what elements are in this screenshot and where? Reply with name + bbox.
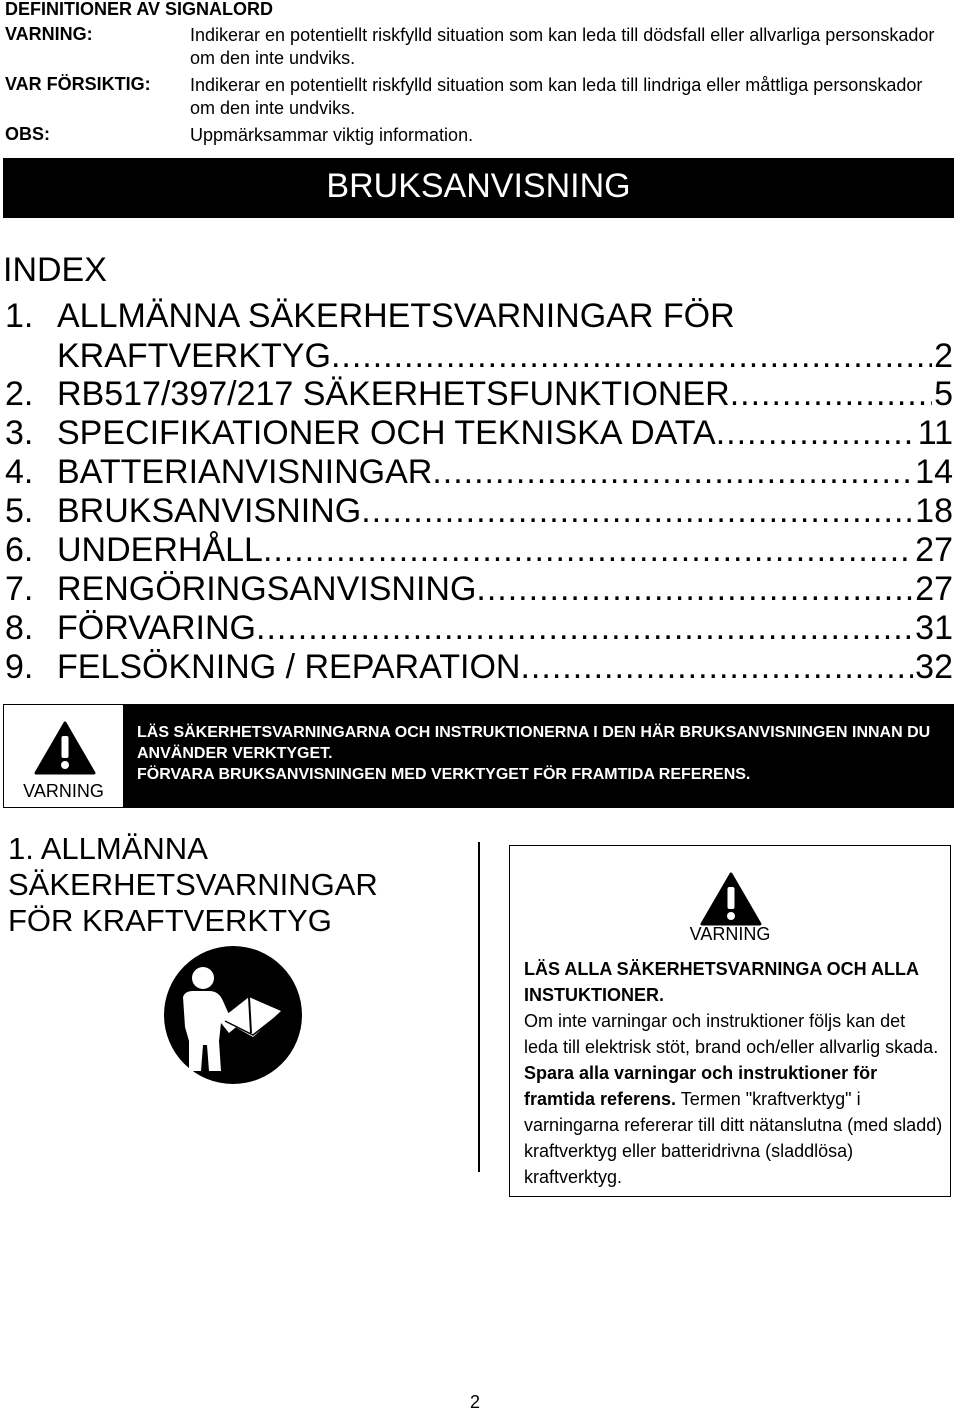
toc-leader-dots <box>331 337 932 376</box>
toc-entry-number: 6. <box>5 531 34 569</box>
toc-entry-1-continued[interactable] <box>57 337 953 376</box>
toc-entry-1[interactable] <box>5 297 953 336</box>
toc-leader-dots <box>476 570 913 609</box>
toc-entry-6[interactable] <box>5 531 953 570</box>
toc-entry-label: UNDERHÅLL <box>57 531 263 569</box>
toc-entry-number: 8. <box>5 609 34 647</box>
toc-leader-dots <box>256 609 913 648</box>
toc-entry-label: BATTERIANVISNINGAR <box>57 453 433 491</box>
toc-entry-number: 7. <box>5 570 34 608</box>
def-text-varning: Indikerar en potentiellt riskfylld situation som kan leda till dödsfall eller allvarliga personskador om den inte undviks. <box>190 25 935 68</box>
toc-entry-label: FÖRVARING <box>57 609 256 647</box>
warning-triangle-icon <box>34 721 96 775</box>
warning-bar-label: VARNING <box>23 781 104 801</box>
toc-entry-7[interactable] <box>5 570 953 609</box>
toc-entry-label: SPECIFIKATIONER OCH TEKNISKA DATA <box>57 414 716 452</box>
toc-entry-9[interactable] <box>5 648 953 687</box>
toc-entry-label: ALLMÄNNA SÄKERHETSVARNINGAR FÖR <box>57 297 735 335</box>
toc-leader-dots <box>361 492 913 531</box>
warning-box-paragraph <box>524 1008 944 1190</box>
toc-entry-page: 27 <box>915 531 953 569</box>
toc-entry-4[interactable] <box>5 453 953 492</box>
toc-entry-page: 27 <box>915 570 953 608</box>
toc-entry-2[interactable] <box>5 375 953 414</box>
toc-entry-number: 5. <box>5 492 34 530</box>
warning-box-text <box>524 956 944 1190</box>
def-term-varning: VARNING: <box>5 24 93 44</box>
toc-entry-page: 5 <box>934 375 953 413</box>
warning-box-heading: LÄS ALLA SÄKERHETSVARNINGA OCH ALLA INSTUKTIONER. <box>524 959 919 1005</box>
toc-entry-number: 3. <box>5 414 34 452</box>
toc-leader-dots <box>716 414 916 453</box>
toc-entry-5[interactable] <box>5 492 953 531</box>
toc-entry-3[interactable] <box>5 414 953 453</box>
toc-leader-dots <box>520 648 913 687</box>
warning-bar-line-2: FÖRVARA BRUKSANVISNINGEN MED VERKTYGET FÖR FRAMTIDA REFERENS. <box>137 766 751 783</box>
toc-entry-page: 14 <box>915 453 953 491</box>
toc-entry-number: 4. <box>5 453 34 491</box>
definitions-title: DEFINITIONER AV SIGNALORD <box>5 0 274 19</box>
toc-entry-page: 18 <box>915 492 953 530</box>
warning-bar-line-1: LÄS SÄKERHETSVARNINGARNA OCH INSTRUKTIONERNA I DEN HÄR BRUKSANVISNINGEN INNAN DU ANVÄNDER VERKTYGET. <box>137 724 931 762</box>
toc-entry-number: 9. <box>5 648 34 686</box>
def-text-var-forsiktig: Indikerar en potentiellt riskfylld situation som kan leda till lindriga eller måttliga personskador om den inte undviks. <box>190 75 923 118</box>
read-manual-icon <box>163 945 303 1085</box>
toc-entry-label: BRUKSANVISNING <box>57 492 362 530</box>
warning-bar-label-box <box>3 704 124 808</box>
banner-bruksanvisning: BRUKSANVISNING <box>3 158 954 218</box>
toc-entry-page: 32 <box>915 648 953 686</box>
toc-entry-page: 31 <box>915 609 953 647</box>
toc-entry-8[interactable] <box>5 609 953 648</box>
toc-entry-number: 1. <box>5 297 34 335</box>
page-number: 2 <box>470 1392 481 1412</box>
toc-entry-label: RB517/397/217 SÄKERHETSFUNKTIONER <box>57 375 730 413</box>
section-title: 1. ALLMÄNNA SÄKERHETSVARNINGAR FÖR KRAFTVERKTYG <box>8 831 378 938</box>
toc-entry-page: 11 <box>917 414 953 452</box>
def-term-obs: OBS: <box>5 124 50 144</box>
def-text-obs: Uppmärksammar viktig information. <box>190 125 474 145</box>
toc-entry-page: 2 <box>934 337 953 375</box>
warning-box-bold: Spara alla varningar och instruktioner för framtida referens. <box>524 1063 878 1109</box>
index-title: INDEX <box>3 251 107 289</box>
toc-entry-label: RENGÖRINGSANVISNING <box>57 570 477 608</box>
def-term-var-forsiktig: VAR FÖRSIKTIG: <box>5 74 151 94</box>
warning-box-label: VARNING <box>689 924 771 944</box>
toc-entry-number: 2. <box>5 375 34 413</box>
warning-box-body-2: Termen "kraftverktyg" i varningarna refererar till ditt nätanslutna (med sladd) kraftverktyg eller batteridrivna (sladdlösa) kraftverktyg. <box>524 1089 943 1187</box>
warning-bar-text <box>137 722 952 785</box>
toc-leader-dots <box>263 531 913 570</box>
warning-triangle-icon <box>700 872 762 926</box>
column-divider <box>478 842 480 1172</box>
toc-leader-dots <box>432 453 913 492</box>
warning-box-body-1: Om inte varningar och instruktioner följs kan det leda till elektrisk stöt, brand och/eller allvarlig skada. <box>524 1011 939 1057</box>
toc-entry-label: FELSÖKNING / REPARATION <box>57 648 521 686</box>
toc-leader-dots <box>730 375 932 414</box>
toc-entry-label: KRAFTVERKTYG <box>57 337 331 375</box>
